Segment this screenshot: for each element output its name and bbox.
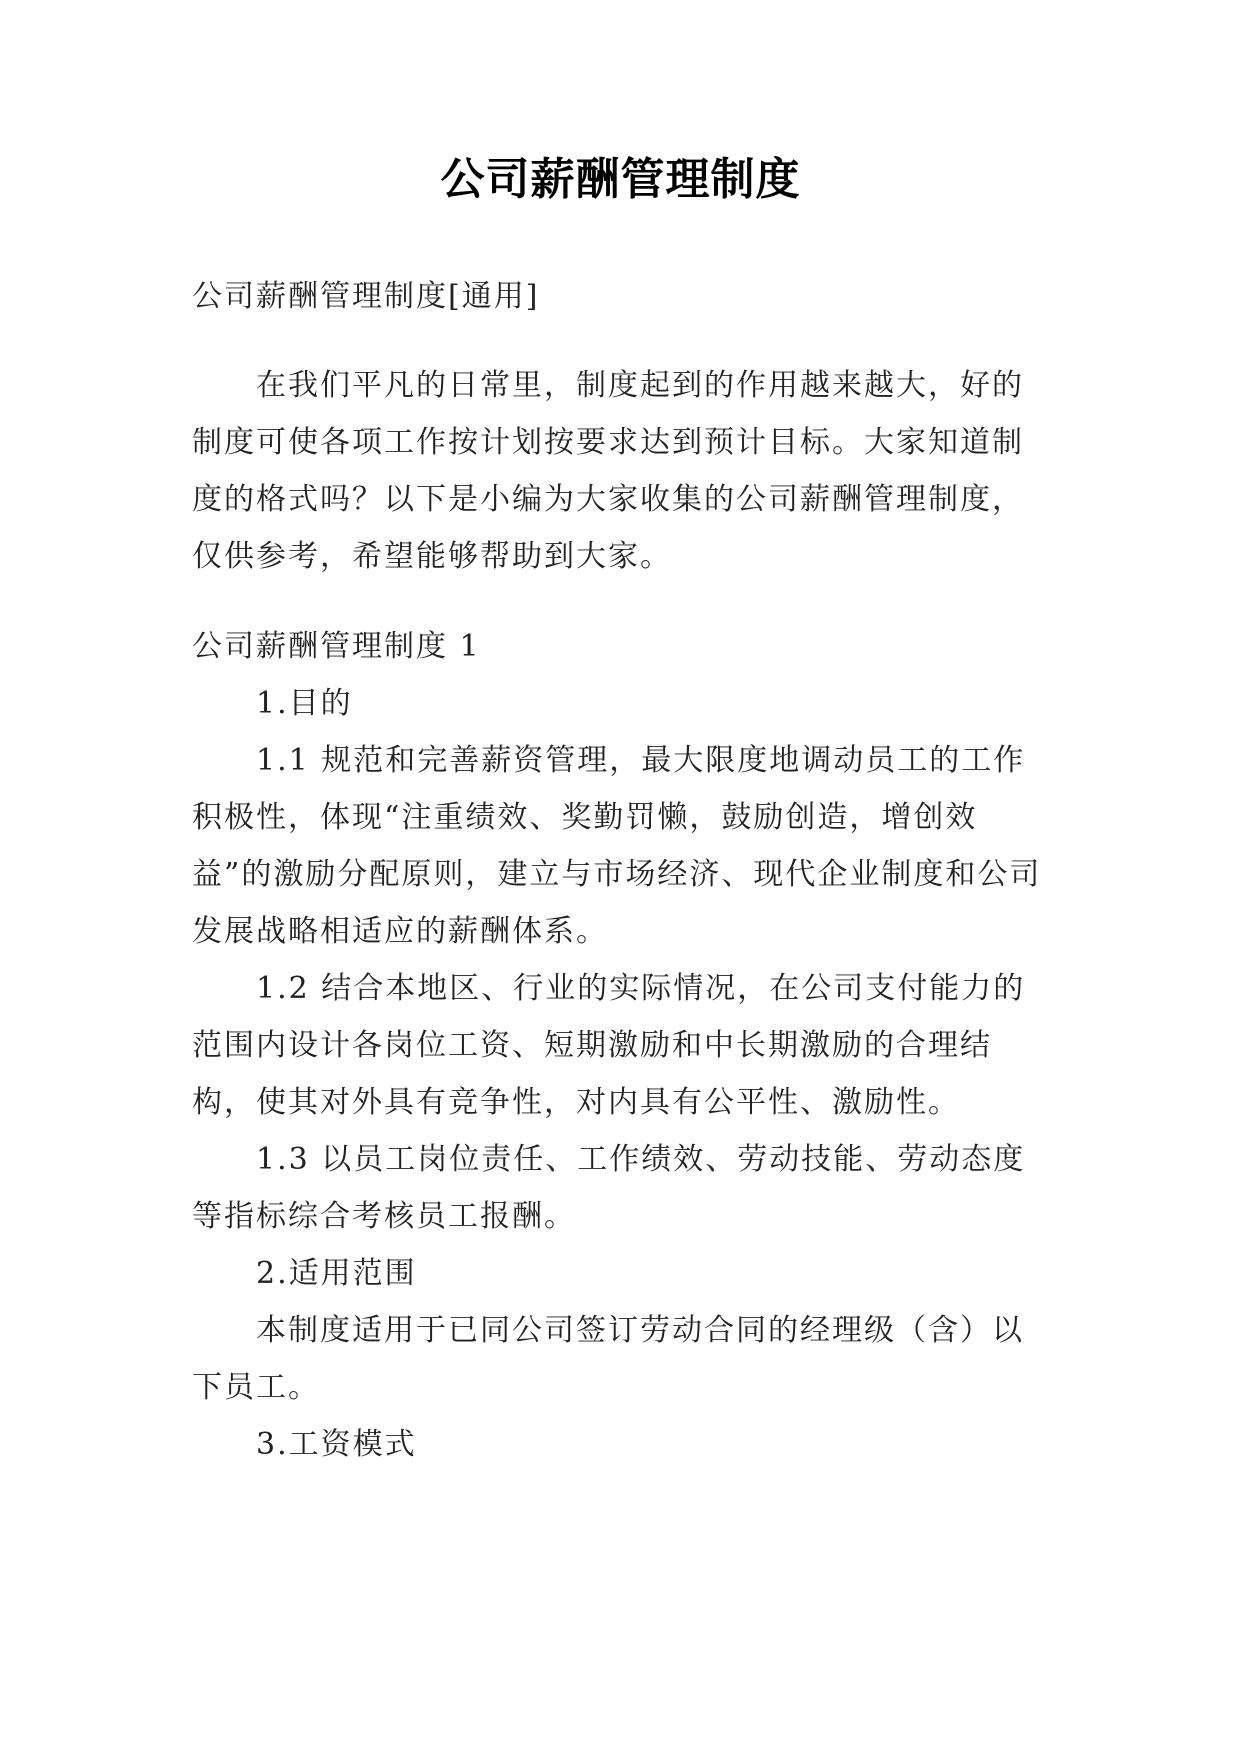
item-3-heading: 3.工资模式 [256,1427,417,1462]
item-1-3-paragraph: 1.3 以员工岗位责任、工作绩效、劳动技能、劳动态度等指标综合考核员工报酬。 [192,1142,1026,1234]
item-1-1-paragraph: 1.1 规范和完善薪资管理，最大限度地调动员工的工作积极性，体现“注重绩效、奖勤罚懒，鼓励创造，增创效益”的激励分配原则，建立与市场经济、现代企业制度和公司发展战略相适应的薪酬体系。 [192,743,1042,949]
item-1-heading: 1.目的 [256,686,353,721]
section-heading: 公司薪酬管理制度 1 [192,629,481,664]
intro-paragraph: 在我们平凡的日常里，制度起到的作用越来越大，好的制度可使各项工作按计划按要求达到预计目标。大家知道制度的格式吗？以下是小编为大家收集的公司薪酬管理制度，仅供参考，希望能够帮助到大家。 [192,368,1024,574]
item-1-2-paragraph: 1.2 结合本地区、行业的实际情况，在公司支付能力的范围内设计各岗位工资、短期激励和中长期激励的合理结构，使其对外具有竞争性，对内具有公平性、激励性。 [192,971,1026,1120]
document-subtitle: 公司薪酬管理制度[通用] [192,279,540,314]
item-2-paragraph: 本制度适用于已同公司签订劳动合同的经理级（含）以下员工。 [192,1313,1024,1405]
document-title: 公司薪酬管理制度 [440,154,801,205]
item-2-heading: 2.适用范围 [256,1256,417,1291]
